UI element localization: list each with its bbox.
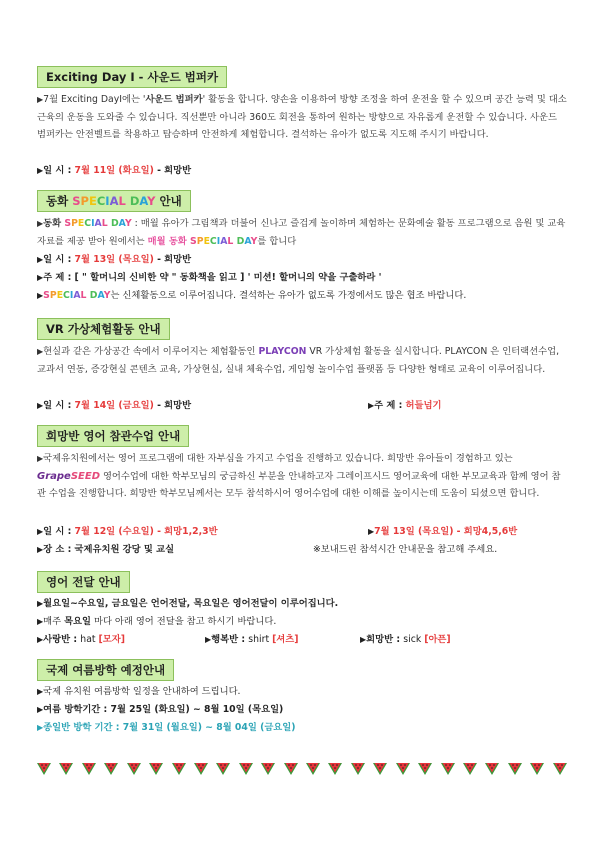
english-delivery-schedule: ▶월요일~수요일, 금요일은 언어전달, 목요일은 영어전달이 이루어집니다. bbox=[37, 598, 339, 609]
english-observation-date-1: ▶일 시 : 7월 12일 (수요일) - 희망1,2,3반 bbox=[37, 526, 218, 537]
watermelon-slice-icon bbox=[328, 763, 342, 775]
bullet-arrow-icon: ▶ bbox=[37, 454, 44, 463]
watermelon-slice-icon bbox=[59, 763, 73, 775]
english-observation-note: ※보내드린 참석시간 안내문을 참고해 주세요. bbox=[313, 544, 498, 555]
bullet-arrow-icon: ▶ bbox=[37, 273, 44, 282]
watermelon-slice-icon bbox=[104, 763, 118, 775]
section-title-summer-vacation: 국제 여름방학 예정안내 bbox=[37, 659, 174, 681]
bullet-arrow-icon: ▶ bbox=[37, 705, 44, 714]
watermelon-slice-icon bbox=[239, 763, 253, 775]
watermelon-slice-icon bbox=[306, 763, 320, 775]
bullet-arrow-icon: ▶ bbox=[37, 545, 44, 554]
watermelon-slice-icon bbox=[485, 763, 499, 775]
watermelon-slice-icon bbox=[127, 763, 141, 775]
summer-vacation-intro: ▶국제 유치원 여름방학 일정을 안내하여 드립니다. bbox=[37, 686, 241, 697]
special-day-description: ▶동화 SPECIAL DAY : 매월 유아가 그림책과 더불어 신나고 즐겁게 놀이하며 체험하는 문화예술 활동 프로그램으로 음원 및 교육 자료를 제공 받아 원에서는 매월 동화 SPECIAL DAY를 합니다 bbox=[37, 218, 566, 247]
bullet-arrow-icon: ▶ bbox=[37, 723, 44, 732]
special-day-date: ▶일 시 : 7월 13일 (목요일) - 희망반 bbox=[37, 254, 192, 265]
section-title-english-delivery: 영어 전달 안내 bbox=[37, 571, 130, 593]
english-delivery-note: ▶매주 목요일 마다 아래 영어 전달을 참고 하시기 바랍니다. bbox=[37, 616, 277, 627]
watermelon-slice-icon bbox=[172, 763, 186, 775]
bullet-arrow-icon: ▶ bbox=[37, 291, 44, 300]
watermelon-border bbox=[37, 763, 567, 779]
fullday-vacation-period: ▶종일반 방학 기간 : 7월 31일 (월요일) ~ 8월 04일 (금요일) bbox=[37, 722, 296, 733]
watermelon-slice-icon bbox=[553, 763, 567, 775]
english-word-haengbok: ▶행복반 : shirt [셔츠] bbox=[205, 634, 299, 645]
special-day-topic: ▶주 제 : [ " 할머니의 신비한 약 " 동화책을 읽고 ] ' 미션! 할머니의 약을 구출하라 ' bbox=[37, 272, 382, 283]
watermelon-slice-icon bbox=[508, 763, 522, 775]
vr-description: ▶현실과 같은 가상공간 속에서 이루어지는 체험활동인 PLAYCON VR 가상체험 활동을 실시합니다. PLAYCON 은 인터랙션수업, 교과서 연동, 증강현실 콘텐츠 교육, 가상현실, 실내 체육수업, 게임형 놀이수업 플랫폼 등 다양한 형태로 교육이 이루어집니다. bbox=[37, 346, 560, 375]
watermelon-slice-icon bbox=[418, 763, 432, 775]
bullet-arrow-icon: ▶ bbox=[205, 635, 212, 644]
exciting-day-date: ▶일 시 : 7월 11일 (화요일) - 희망반 bbox=[37, 165, 192, 176]
vr-date: ▶일 시 : 7월 14일 (금요일) - 희망반 bbox=[37, 400, 192, 411]
bullet-arrow-icon: ▶ bbox=[37, 401, 44, 410]
vr-topic: ▶주 제 : 허들넘기 bbox=[368, 400, 442, 411]
bullet-arrow-icon: ▶ bbox=[37, 255, 44, 264]
special-wordmark: SPECIAL bbox=[72, 194, 126, 208]
watermelon-slice-icon bbox=[37, 763, 51, 775]
english-observation-description: ▶국제유치원에서는 영어 프로그램에 대한 자부심을 가지고 수업을 진행하고 있습니다. 희망반 유아들이 경험하고 있는 GrapeSEED 영어수업에 대한 학부모님의 궁금하신 부분을 안내하고자 그레이프시드 영어교육에 대한 부모교육과 함께 영어 참관 수업을 진행합니다. 희망반 학부모님께서는 모두 참석하시어 영어수업에 대한 이해를 높이시는데 도움이 되셨으면 합니다. bbox=[37, 453, 561, 499]
english-word-huimang: ▶희망반 : sick [아픈] bbox=[360, 634, 451, 645]
bullet-arrow-icon: ▶ bbox=[37, 617, 44, 626]
bullet-arrow-icon: ▶ bbox=[37, 687, 44, 696]
bullet-arrow-icon: ▶ bbox=[37, 347, 44, 356]
section-title-exciting-day: Exciting Day Ⅰ - 사운드 범퍼카 bbox=[37, 66, 227, 88]
watermelon-slice-icon bbox=[82, 763, 96, 775]
bullet-arrow-icon: ▶ bbox=[360, 635, 367, 644]
english-observation-place: ▶장 소 : 국제유치원 강당 및 교실 bbox=[37, 544, 175, 555]
bullet-arrow-icon: ▶ bbox=[37, 527, 44, 536]
watermelon-slice-icon bbox=[463, 763, 477, 775]
watermelon-slice-icon bbox=[530, 763, 544, 775]
section-title-vr: VR 가상체험활동 안내 bbox=[37, 318, 170, 340]
bullet-arrow-icon: ▶ bbox=[37, 166, 44, 175]
english-observation-date-2: ▶7월 13일 (목요일) - 희망4,5,6반 bbox=[368, 526, 518, 537]
watermelon-slice-icon bbox=[441, 763, 455, 775]
watermelon-slice-icon bbox=[216, 763, 230, 775]
bullet-arrow-icon: ▶ bbox=[37, 95, 44, 104]
bullet-arrow-icon: ▶ bbox=[368, 527, 375, 536]
watermelon-slice-icon bbox=[194, 763, 208, 775]
watermelon-slice-icon bbox=[149, 763, 163, 775]
special-day-note: ▶SPECIAL DAY는 신체활동으로 이루어집니다. 결석하는 유아가 없도록 가정에서도 많은 협조 바랍니다. bbox=[37, 290, 467, 301]
watermelon-slice-icon bbox=[284, 763, 298, 775]
bullet-arrow-icon: ▶ bbox=[368, 401, 375, 410]
watermelon-slice-icon bbox=[396, 763, 410, 775]
bullet-arrow-icon: ▶ bbox=[37, 219, 44, 228]
exciting-day-description: ▶7월 Exciting DayⅠ에는 '사운드 범퍼카' 활동을 합니다. 양손을 이용하여 방향 조정을 하여 운전을 할 수 있으며 공간 능력 및 대소근육의 운동을 도와줄 수 있습니다. 직선뿐만 아니라 360도 회전을 통하여 원하는 방향으로 자유롭게 운전할 수 있습니다. 사운드 범퍼카는 안전벨트를 착용하고 탑승하며 안전하게 체험합니다. 결석하는 유아가 없도록 지도해 주시기 바랍니다. bbox=[37, 94, 567, 140]
watermelon-slice-icon bbox=[351, 763, 365, 775]
bullet-arrow-icon: ▶ bbox=[37, 599, 44, 608]
english-word-sarang: ▶사랑반 : hat [모자] bbox=[37, 634, 125, 645]
grapeseed-logo: GrapeSEED bbox=[37, 470, 100, 482]
section-title-english-observation: 희망반 영어 참관수업 안내 bbox=[37, 425, 189, 447]
watermelon-slice-icon bbox=[373, 763, 387, 775]
bullet-arrow-icon: ▶ bbox=[37, 635, 44, 644]
summer-vacation-period: ▶여름 방학기간 : 7월 25일 (화요일) ~ 8월 10일 (목요일) bbox=[37, 704, 284, 715]
watermelon-slice-icon bbox=[261, 763, 275, 775]
section-title-fairytale-special-day: 동화 SPECIAL DAY 안내 bbox=[37, 190, 191, 212]
